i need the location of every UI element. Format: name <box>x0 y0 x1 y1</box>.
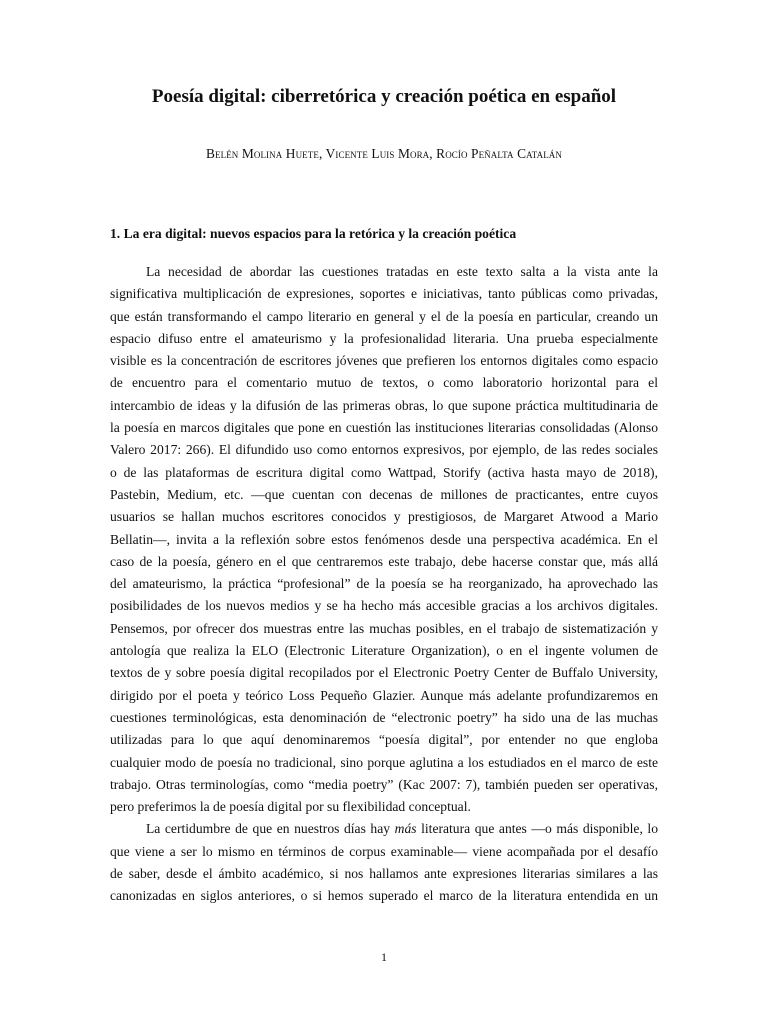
text-line: pero preferimos la de poesía digital por su flexibilidad conceptual. <box>110 799 471 815</box>
text-line: del amateurismo, la práctica “profesional” de la poesía se ha reorganizado, ha aprovechado las <box>110 576 658 592</box>
section-heading: 1. La era digital: nuevos espacios para la retórica y la creación poética <box>110 226 517 241</box>
page-title: Poesía digital: ciberretórica y creación poética en español <box>151 86 617 107</box>
text-line: que viene a ser lo mismo en términos de corpus examinable— viene acompañada por el desafío <box>110 843 658 859</box>
text-line: antología que realiza la ELO (Electronic Literature Organization), o en el ingente volumen de <box>110 643 658 659</box>
text-line: la poesía en marcos digitales que pone en cuestión las instituciones literarias consolidadas (Alonso <box>110 420 658 436</box>
text-line: cuestiones terminológicas, esta denominación de “electronic poetry” ha sido una de las muchas <box>110 709 658 725</box>
body-text <box>110 261 658 908</box>
text-run: literatura que antes —o más disponible, lo <box>416 821 658 837</box>
text-line: La necesidad de abordar las cuestiones tratadas en este texto salta a la vista ante la <box>146 264 658 279</box>
emphasis: más <box>394 821 417 837</box>
text-line: o de las plataformas de escritura digital como Wattpad, Storify (activa hasta mayo de 2018), <box>110 464 658 480</box>
paragraph <box>110 818 658 907</box>
text-line: Valero 2017: 266). El difundido uso como entornos expresivos, por ejemplo, de las redes sociales <box>110 442 658 458</box>
text-line: Pensemos, por ofrecer dos muestras entre las muchas posibles, en el trabajo de sistematización y <box>110 620 658 636</box>
text-line: espacio difuso entre el amateurismo y la profesionalidad literaria. Una prueba especialmente <box>110 330 658 346</box>
page-number: 1 <box>381 950 387 964</box>
text-line: utilizadas para lo que aquí denominaremos “poesía digital”, por entender no que engloba <box>110 732 658 748</box>
text-line: visible es la concentración de escritores jóvenes que prefieren los entornos digitales como espacio <box>110 353 658 369</box>
text-line: Bellatin—, invita a la reflexión sobre estos fenómenos desde una perspectiva académica. En el <box>110 531 658 547</box>
text-line: intercambio de ideas y la difusión de las primeras obras, lo que supone práctica multitudinaria de <box>110 397 658 413</box>
author-line: Belén Molina Huete, Vicente Luis Mora, Rocío Peñalta Catalán <box>205 146 562 161</box>
text-line: cualquier modo de poesía no tradicional, sino porque aglutina a los estudiados en el marco de este <box>110 754 658 770</box>
text-line: canonizadas en siglos anteriores, o si hemos superado el marco de la literatura entendida en un <box>110 888 658 904</box>
text-line <box>110 818 658 840</box>
text-run: La certidumbre de que en nuestros días hay <box>146 821 395 837</box>
text-line: que están transformando el campo literario en general y el de la poesía en particular, creando un <box>110 308 658 324</box>
text-line: textos de y sobre poesía digital recopilados por el Electronic Poetry Center de Buffalo University, <box>110 665 658 681</box>
text-line: Pastebin, Medium, etc. —que cuentan con decenas de millones de practicantes, entre cuyos <box>110 486 658 502</box>
text-line: caso de la poesía, género en el que centraremos este trabajo, debe hacerse constar que, más allá <box>110 553 658 569</box>
text-line: usuarios se hallan muchos escritores conocidos y prestigiosos, de Margaret Atwood a Mario <box>110 509 658 525</box>
text-line: de saber, desde el ámbito académico, si nos hallamos ante expresiones literarias similares a las <box>110 866 658 882</box>
text-line: significativa multiplicación de expresiones, soportes e iniciativas, tanto públicas como privadas, <box>110 286 658 302</box>
text-line: posibilidades de los nuevos medios y se ha hecho más accesible gracias a los archivos digitales. <box>110 598 658 614</box>
text-line: dirigido por el poeta y teórico Loss Pequeño Glazier. Aunque más adelante profundizaremos en <box>110 687 658 703</box>
paragraph <box>110 261 658 818</box>
text-line: de encuentro para el comentario mutuo de textos, o como laboratorio horizontal para el <box>110 375 658 391</box>
text-line: trabajo. Otras terminologías, como “media poetry” (Kac 2007: 7), también pueden ser operativas, <box>110 776 658 792</box>
